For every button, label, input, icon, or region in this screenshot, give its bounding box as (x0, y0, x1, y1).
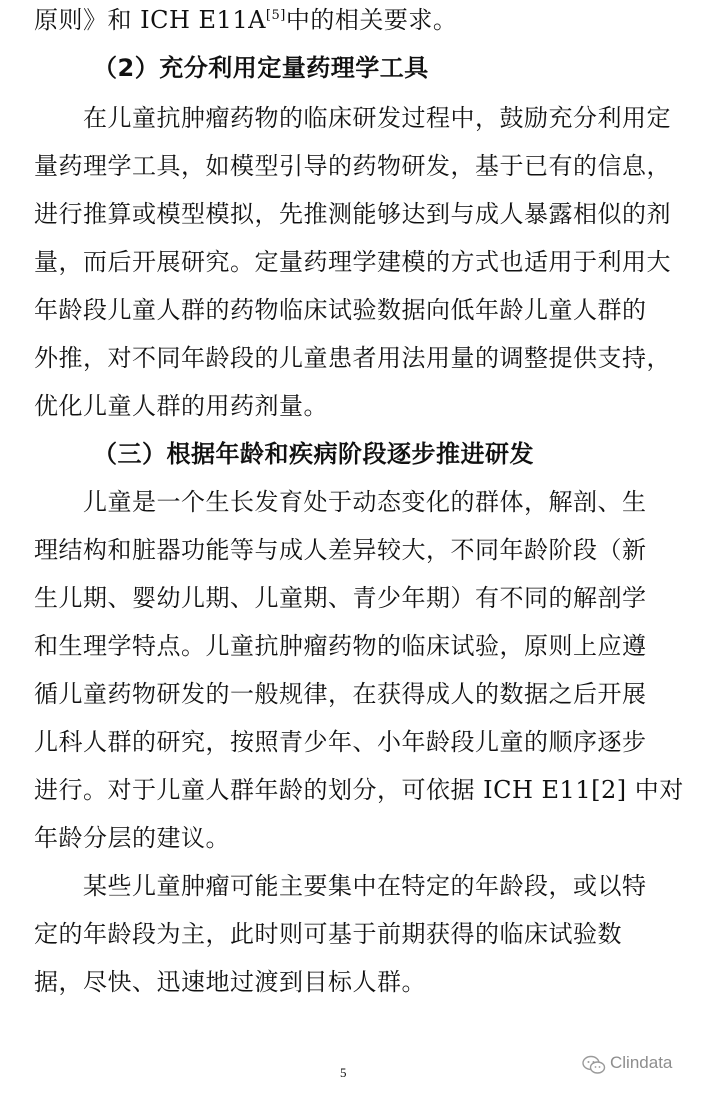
paragraph-line: 外推，对不同年龄段的儿童患者用法用量的调整提供支持， (34, 344, 671, 372)
paragraph-line: 某些儿童肿瘤可能主要集中在特定的年龄段，或以特 (83, 872, 647, 900)
watermark-text: Clindata (610, 1053, 673, 1072)
paragraph-line: 年龄段儿童人群的药物临床试验数据向低年龄儿童人群的 (34, 296, 647, 324)
paragraph-line: 据，尽快、迅速地过渡到目标人群。 (34, 968, 426, 996)
subsection-heading: （2）充分利用定量药理学工具 (93, 54, 429, 82)
paragraph-line (34, 3, 457, 37)
paragraph-line: 年龄分层的建议。 (34, 824, 230, 852)
paragraph-line: 儿童是一个生长发育处于动态变化的群体，解剖、生 (83, 488, 647, 516)
page-number: 5 (340, 1065, 347, 1080)
paragraph-line: 进行推算或模型模拟，先推测能够达到与成人暴露相似的剂 (34, 200, 671, 228)
watermark (582, 1052, 692, 1078)
paragraph-line: 生儿期、婴幼儿期、儿童期、青少年期）有不同的解剖学 (34, 584, 647, 612)
paragraph-line: 在儿童抗肿瘤药物的临床研发过程中，鼓励充分利用定 (83, 104, 671, 132)
paragraph-line: 理结构和脏器功能等与成人差异较大，不同年龄阶段（新 (34, 536, 647, 564)
paragraph-line: 进行。对于儿童人群年龄的划分，可依据 ICH E11[2] 中对 (34, 776, 684, 804)
paragraph-line: 循儿童药物研发的一般规律，在获得成人的数据之后开展 (34, 680, 647, 708)
text-run: 原则》和 ICH E11A (34, 6, 266, 34)
paragraph-line: 定的年龄段为主，此时则可基于前期获得的临床试验数 (34, 920, 622, 948)
citation-superscript: [5] (265, 8, 286, 23)
section-heading: （三）根据年龄和疾病阶段逐步推进研发 (93, 440, 534, 468)
paragraph-line: 量药理学工具，如模型引导的药物研发，基于已有的信息， (34, 152, 671, 180)
wechat-icon (582, 1054, 606, 1076)
paragraph-line: 优化儿童人群的用药剂量。 (34, 392, 328, 420)
paragraph-line: 和生理学特点。儿童抗肿瘤药物的临床试验，原则上应遵 (34, 632, 647, 660)
text-run: 中的相关要求。 (285, 6, 458, 34)
paragraph-line: 儿科人群的研究，按照青少年、小年龄段儿童的顺序逐步 (34, 728, 647, 756)
paragraph-line: 量，而后开展研究。定量药理学建模的方式也适用于利用大 (34, 248, 671, 276)
